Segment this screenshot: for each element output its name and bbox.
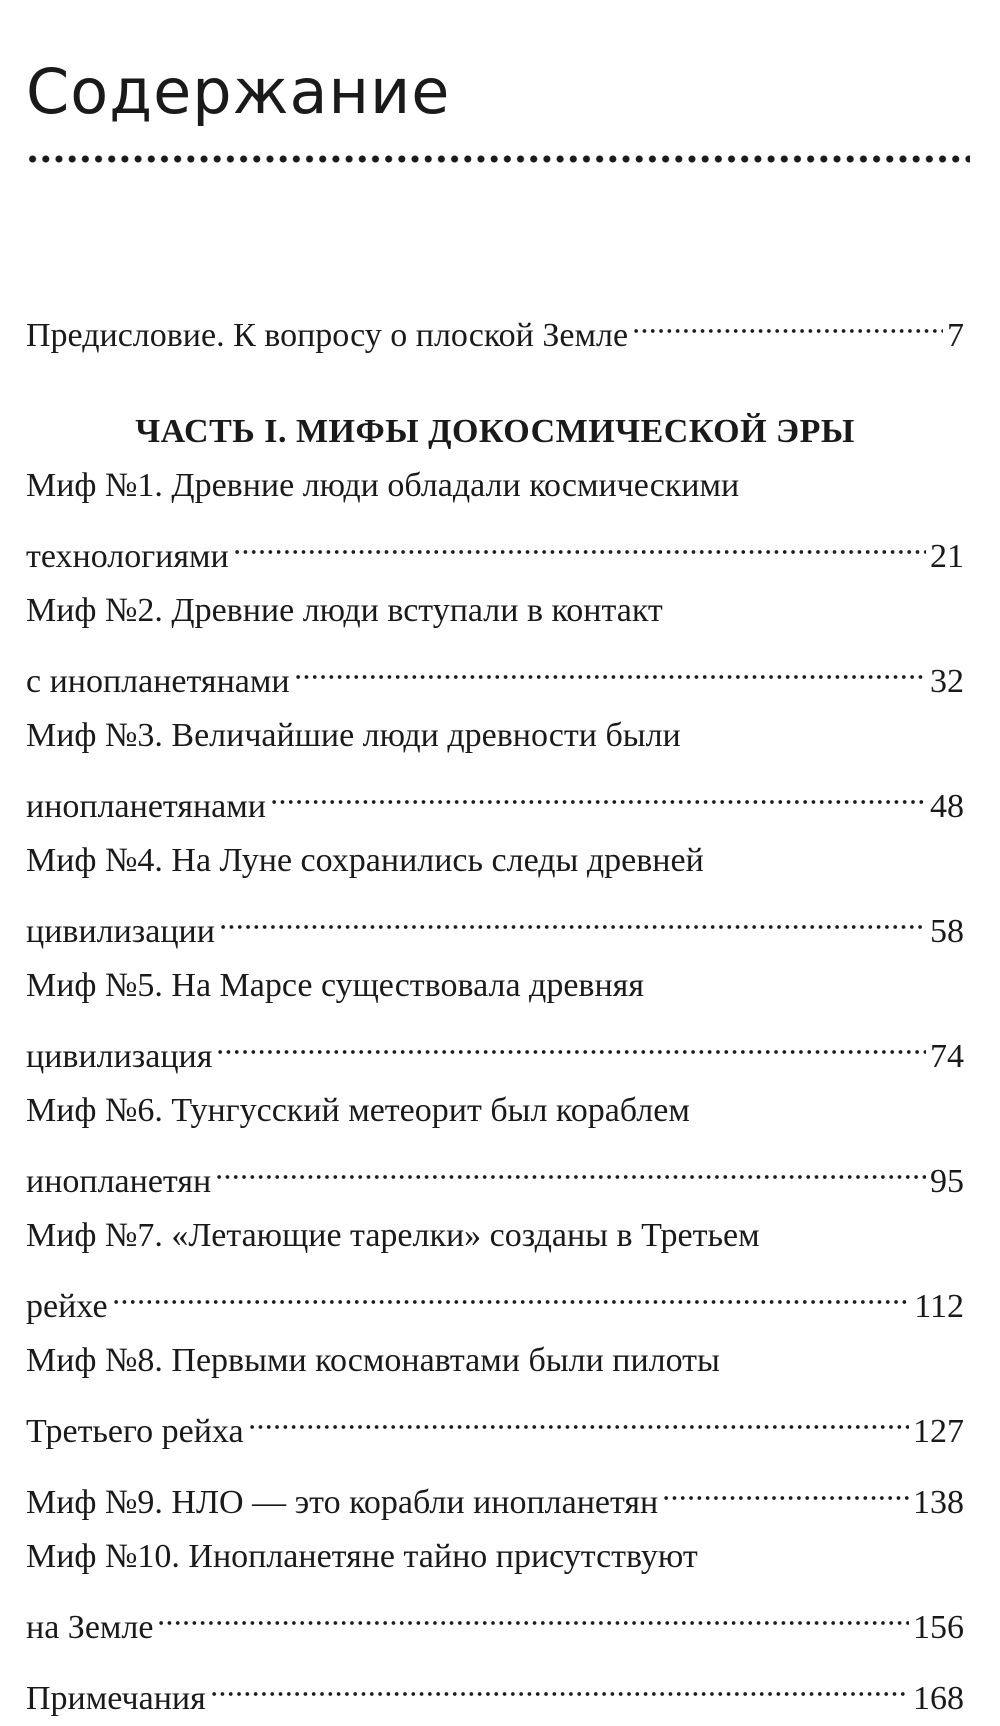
toc-entry-title-line1: Миф №4. На Луне сохранились следы древней (26, 842, 704, 879)
toc-entry-myth-9[interactable] (26, 1459, 964, 1530)
toc-entry-notes[interactable] (26, 1655, 964, 1726)
toc-entry-line (26, 292, 964, 363)
toc-entry-title-line2: цивилизация (26, 1038, 213, 1075)
toc-entry-title: Предисловие. К вопросу о плоской Земле (26, 317, 629, 354)
toc-entry-myth-2[interactable] (26, 584, 964, 709)
toc-entry-title-line1: Миф №2. Древние люди вступали в контакт (26, 592, 663, 629)
toc-page-number: 32 (930, 663, 964, 700)
toc-entry-title: Примечания (26, 1680, 206, 1717)
toc-entry-myth-6[interactable] (26, 1084, 964, 1209)
toc-page-number: 7 (947, 317, 964, 354)
toc-entry-title: Миф №9. НЛО — это корабли инопланетян (26, 1484, 659, 1521)
toc-entry-title-line2: с инопланетянами (26, 663, 290, 700)
toc-page-number: 48 (930, 788, 964, 825)
toc-entry-title-line2: технологиями (26, 538, 229, 575)
dot-leader (112, 1263, 911, 1317)
toc-entry-myth-5[interactable] (26, 959, 964, 1084)
dot-leader (215, 1138, 926, 1192)
toc-entries (26, 292, 964, 1726)
dotted-title-rule (26, 152, 970, 166)
toc-entry-myth-1[interactable] (26, 459, 964, 584)
toc-page-number: 21 (930, 538, 964, 575)
toc-entry-myth-8[interactable] (26, 1334, 964, 1459)
dot-leader (216, 1013, 926, 1067)
toc-entry-line (26, 1459, 964, 1530)
toc-page-number: 138 (913, 1484, 964, 1521)
toc-entry-title-line1: Миф №10. Инопланетяне тайно присутствуют (26, 1538, 698, 1575)
toc-entry-line (26, 1138, 964, 1209)
toc-entry-line (26, 1263, 964, 1334)
toc-entry-line (26, 1584, 964, 1655)
toc-entry-title-line1: Миф №3. Величайшие люди древности были (26, 717, 681, 754)
toc-entry-myth-4[interactable] (26, 834, 964, 959)
dot-leader (233, 513, 926, 567)
dot-leader (248, 1388, 909, 1442)
toc-entry-line (26, 1655, 964, 1726)
toc-entry-title-line2: инопланетянами (26, 788, 266, 825)
toc-page-number: 112 (914, 1288, 964, 1325)
toc-entry-title-line2: на Земле (26, 1609, 154, 1646)
toc-entry-title-line2: цивилизации (26, 913, 215, 950)
toc-page-number: 95 (930, 1163, 964, 1200)
toc-page-number: 58 (930, 913, 964, 950)
page-title: Содержание (26, 55, 451, 128)
toc-page-number: 156 (913, 1609, 964, 1646)
toc-entry-title-line1: Миф №8. Первыми космонавтами были пилоты (26, 1342, 720, 1379)
toc-entry-line (26, 1013, 964, 1084)
toc-page-number: 127 (913, 1413, 964, 1450)
toc-page-number: 168 (913, 1680, 964, 1717)
dot-leader (294, 638, 926, 692)
part-heading: ЧАСТЬ I. МИФЫ ДОКОСМИЧЕСКОЙ ЭРЫ (135, 413, 855, 450)
dot-leader (210, 1655, 909, 1709)
toc-entry-myth-10[interactable] (26, 1530, 964, 1655)
toc-entry-myth-7[interactable] (26, 1209, 964, 1334)
dot-leader (632, 292, 943, 346)
toc-entry-title-line2: Третьего рейха (26, 1413, 244, 1450)
toc-entry-title-line1: Миф №7. «Летающие тарелки» созданы в Третьем (26, 1217, 760, 1254)
toc-entry-line (26, 763, 964, 834)
toc-entry-line (26, 638, 964, 709)
toc-entry-title-line2: рейхе (26, 1288, 108, 1325)
toc-entry-title-line1: Миф №1. Древние люди обладали космическими (26, 467, 740, 504)
toc-entry-line (26, 1388, 964, 1459)
toc-entry-title-line1: Миф №5. На Марсе существовала древняя (26, 967, 644, 1004)
dot-leader (219, 888, 926, 942)
toc-entry-line (26, 513, 964, 584)
dot-leader (157, 1584, 909, 1638)
dot-leader (662, 1459, 909, 1513)
toc-entry-title-line2: инопланетян (26, 1163, 212, 1200)
toc-entry-myth-3[interactable] (26, 709, 964, 834)
dot-leader (270, 763, 926, 817)
toc-entry-line (26, 888, 964, 959)
toc-entry-preface[interactable] (26, 292, 964, 363)
toc-entry-title-line1: Миф №6. Тунгусский метеорит был кораблем (26, 1092, 690, 1129)
toc-page-number: 74 (930, 1038, 964, 1075)
